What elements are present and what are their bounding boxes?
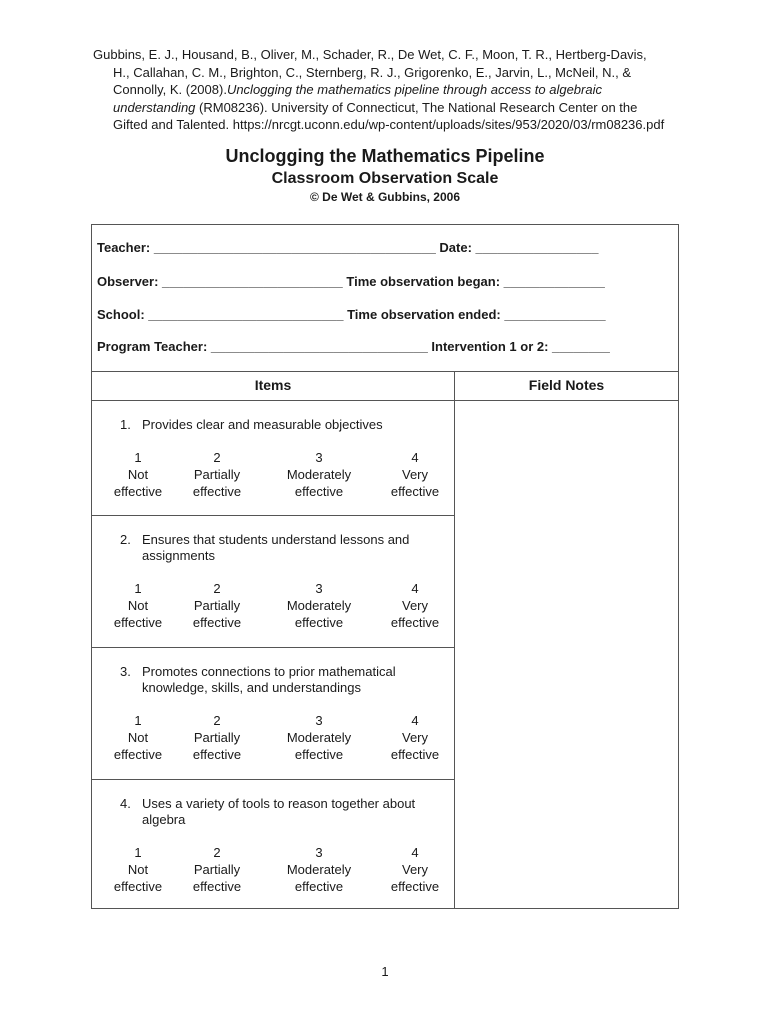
- rating-label: Not: [127, 862, 149, 877]
- rating-option-2[interactable]: [162, 580, 272, 631]
- rating-label: effective: [294, 747, 344, 762]
- item-number: 3.: [120, 664, 131, 679]
- citation-line: H., Callahan, C. M., Brighton, C., Sternberg, R. J., Grigorenko, E., Jarvin, L., McNeil, N., &: [113, 64, 632, 80]
- item-text-line: Promotes connections to prior mathematical: [142, 664, 396, 679]
- items-column-header: Items: [254, 377, 292, 393]
- rating-label: Not: [127, 730, 149, 745]
- rating-option-2[interactable]: [162, 449, 272, 500]
- rating-number: 1: [134, 713, 142, 728]
- rating-option-3[interactable]: [264, 712, 374, 763]
- citation-line: [93, 99, 723, 117]
- rating-label: Partially: [193, 730, 241, 745]
- rating-number: 1: [134, 450, 142, 465]
- citation-title: understanding: [113, 99, 196, 115]
- page-number: 1: [381, 964, 389, 979]
- rating-number: 3: [315, 845, 323, 860]
- observation-item: [92, 401, 454, 516]
- rating-label: effective: [294, 615, 344, 630]
- rating-number: 1: [134, 845, 142, 860]
- rating-number: 2: [213, 845, 221, 860]
- rating-option-4[interactable]: [360, 844, 470, 895]
- school-time-ended-field[interactable]: School: ___________________________ Time observation ended: ______________: [97, 307, 606, 322]
- rating-label: Very: [401, 467, 428, 482]
- rating-label: Not: [127, 467, 149, 482]
- rating-label: effective: [390, 615, 440, 630]
- rating-number: 3: [315, 450, 323, 465]
- observation-item: [92, 648, 454, 780]
- rating-label: Partially: [193, 467, 241, 482]
- rating-number: 2: [213, 713, 221, 728]
- rating-label: effective: [294, 484, 344, 499]
- item-number: 4.: [120, 796, 131, 811]
- rating-option-3[interactable]: [264, 449, 374, 500]
- rating-number: 2: [213, 450, 221, 465]
- citation-title: Unclogging the mathematics pipeline through access to algebraic: [226, 82, 602, 98]
- item-text-line: Provides clear and measurable objectives: [142, 417, 383, 432]
- item-description: [120, 796, 442, 828]
- rating-label: Very: [401, 862, 428, 877]
- observation-item: [92, 516, 454, 648]
- rating-number: 4: [411, 713, 419, 728]
- rating-number: 3: [315, 581, 323, 596]
- rating-option-3[interactable]: [264, 844, 374, 895]
- observer-time-began-field[interactable]: Observer: _________________________ Time observation began: ______________: [97, 274, 605, 289]
- rating-number: 1: [134, 581, 142, 596]
- rating-label: Moderately: [286, 862, 352, 877]
- rating-label: effective: [192, 879, 242, 894]
- rating-label: effective: [113, 747, 163, 762]
- rating-option-4[interactable]: [360, 712, 470, 763]
- field-notes-area[interactable]: [455, 401, 678, 909]
- rating-label: effective: [390, 879, 440, 894]
- item-text-line: assignments: [142, 548, 215, 563]
- rating-label: Very: [401, 598, 428, 613]
- copyright: © De Wet & Gubbins, 2006: [310, 190, 460, 204]
- rating-label: effective: [113, 879, 163, 894]
- rating-label: effective: [192, 484, 242, 499]
- rating-label: Partially: [193, 862, 241, 877]
- item-text-line: algebra: [142, 812, 186, 827]
- item-text-line: Ensures that students understand lessons and: [142, 532, 410, 547]
- item-number: 2.: [120, 532, 131, 547]
- page-title: Unclogging the Mathematics Pipeline: [225, 146, 545, 166]
- observation-item: [92, 780, 454, 909]
- item-number: 1.: [120, 417, 131, 432]
- rating-label: Moderately: [286, 730, 352, 745]
- field-notes-column-header: Field Notes: [528, 377, 605, 393]
- teacher-date-field[interactable]: Teacher: _______________________________________ Date: _________________: [97, 240, 599, 255]
- citation-text: (RM08236). University of Connecticut, The National Research Center on the: [195, 99, 638, 115]
- page-subtitle: Classroom Observation Scale: [271, 170, 499, 187]
- rating-label: Moderately: [286, 467, 352, 482]
- rating-label: effective: [192, 615, 242, 630]
- rating-option-2[interactable]: [162, 844, 272, 895]
- rating-option-4[interactable]: [360, 580, 470, 631]
- program-teacher-intervention-field[interactable]: Program Teacher: ______________________________ Intervention 1 or 2: ________: [97, 339, 610, 354]
- rating-label: effective: [294, 879, 344, 894]
- rating-label: effective: [390, 747, 440, 762]
- item-description: [120, 532, 442, 564]
- rating-label: effective: [192, 747, 242, 762]
- rating-label: effective: [113, 484, 163, 499]
- rating-number: 4: [411, 845, 419, 860]
- observation-form: [91, 224, 679, 909]
- citation: [93, 46, 723, 134]
- rating-option-2[interactable]: [162, 712, 272, 763]
- item-description: [120, 417, 442, 433]
- rating-label: Partially: [193, 598, 241, 613]
- citation-line: Gubbins, E. J., Housand, B., Oliver, M., Schader, R., De Wet, C. F., Moon, T. R., Hertberg-Davis,: [93, 47, 647, 62]
- rating-number: 3: [315, 713, 323, 728]
- rating-label: effective: [390, 484, 440, 499]
- item-text-line: Uses a variety of tools to reason together about: [142, 796, 416, 811]
- rating-label: Not: [127, 598, 149, 613]
- citation-url: Gifted and Talented. https://nrcgt.uconn.edu/wp-content/uploads/sites/953/2020/03/rm08236.pdf: [113, 117, 665, 133]
- item-text-line: knowledge, skills, and understandings: [142, 680, 361, 695]
- form-info-section: [92, 225, 678, 372]
- rating-number: 4: [411, 581, 419, 596]
- rating-label: effective: [113, 615, 163, 630]
- rating-option-4[interactable]: [360, 449, 470, 500]
- rating-label: Moderately: [286, 598, 352, 613]
- rating-option-3[interactable]: [264, 580, 374, 631]
- citation-text: Connolly, K. (2008).: [113, 82, 227, 98]
- citation-line: [93, 81, 723, 99]
- rating-number: 2: [213, 581, 221, 596]
- item-description: [120, 664, 442, 696]
- rating-number: 4: [411, 450, 419, 465]
- rating-label: Very: [401, 730, 428, 745]
